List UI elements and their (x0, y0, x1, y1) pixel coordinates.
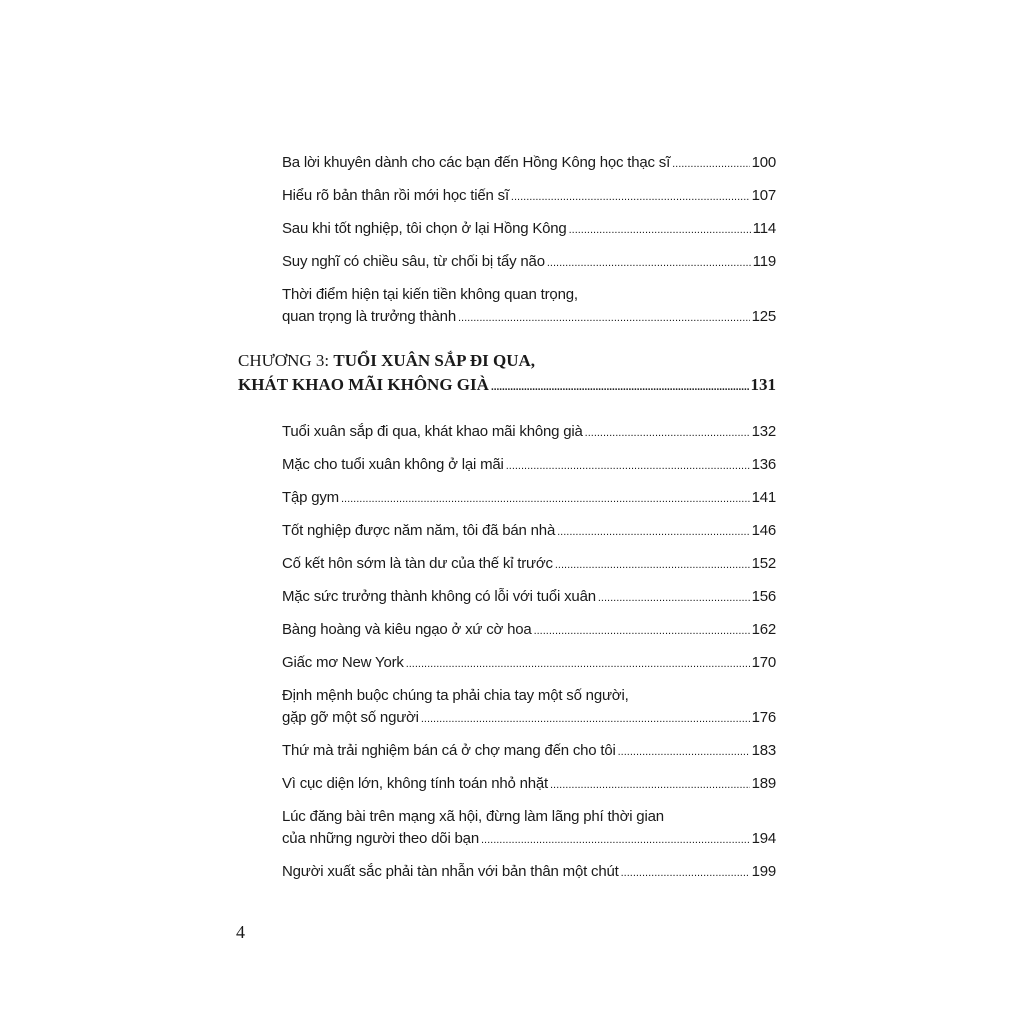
dot-leader (550, 773, 750, 796)
toc-entry-page: 107 (751, 187, 776, 204)
toc-entry-title-line2: của những người theo dõi bạn (282, 830, 479, 847)
dot-leader (341, 487, 750, 510)
dot-leader (569, 218, 751, 241)
toc-entry-page: 125 (751, 308, 776, 325)
toc-entry-title-line2: quan trọng là trưởng thành (282, 308, 456, 325)
toc-entry-page: 152 (751, 555, 776, 572)
toc-entry (282, 586, 776, 609)
toc-entry-page: 176 (751, 709, 776, 726)
dot-leader (506, 454, 750, 477)
toc-entry-title-line1: Thời điểm hiện tại kiến tiền không quan trọng, (282, 286, 578, 303)
dot-leader (421, 707, 750, 730)
dot-leader (557, 520, 749, 543)
toc-entry-page: 141 (751, 489, 776, 506)
dot-leader (458, 306, 750, 329)
toc-entry-page: 170 (751, 654, 776, 671)
toc-entry-title: Mặc sức trưởng thành không có lỗi với tuổi xuân (282, 588, 596, 605)
toc-entry-title: Thứ mà trải nghiệm bán cá ở chợ mang đến cho tôi (282, 742, 616, 759)
dot-leader (585, 421, 750, 444)
toc-entry (282, 740, 776, 763)
chapter-label: CHƯƠNG 3: (238, 351, 334, 370)
toc-entry-page: 162 (751, 621, 776, 638)
dot-leader (534, 619, 750, 642)
toc-entry-title: Hiểu rõ bản thân rồi mới học tiến sĩ (282, 187, 509, 204)
dot-leader (547, 251, 751, 274)
toc-entry (282, 553, 776, 576)
dot-leader (618, 740, 750, 763)
toc-entry-page: 119 (752, 253, 776, 270)
toc-entry-title: Người xuất sắc phải tàn nhẫn với bản thân một chút (282, 863, 619, 880)
toc-entry-page: 146 (751, 522, 776, 539)
dot-leader (621, 861, 750, 884)
toc-entry (282, 487, 776, 510)
toc-entry-title: Suy nghĩ có chiều sâu, từ chối bị tẩy não (282, 253, 545, 270)
toc-entry-page: 100 (751, 154, 776, 171)
toc-entry-page: 189 (751, 775, 776, 792)
toc-entry (282, 685, 776, 730)
page-folio: 4 (236, 922, 245, 942)
toc-entry-title: Sau khi tốt nghiệp, tôi chọn ở lại Hồng Kông (282, 220, 567, 237)
toc-entry-title: Tốt nghiệp được năm năm, tôi đã bán nhà (282, 522, 556, 539)
toc-entry-title: Cố kết hôn sớm là tàn dư của thế kỉ trước (282, 555, 553, 572)
toc-entry (282, 185, 776, 208)
toc-entry (282, 284, 776, 329)
toc-entry-title: Vì cục diện lớn, không tính toán nhỏ nhặt (282, 775, 548, 792)
toc-entry-page: 114 (752, 220, 776, 237)
toc-entry (282, 619, 776, 642)
toc-entry-title: Tập gym (282, 489, 339, 506)
dot-leader (598, 586, 750, 609)
toc-entry (282, 773, 776, 796)
toc-entry-title: Mặc cho tuổi xuân không ở lại mãi (282, 456, 504, 473)
dot-leader (555, 553, 750, 576)
toc-entry-page: 132 (751, 423, 776, 440)
toc-entry-title: Giấc mơ New York (282, 654, 404, 671)
chapter-title-line2: KHÁT KHAO MÃI KHÔNG GIÀ (238, 375, 489, 394)
chapter-title-line1: TUỔI XUÂN SẮP ĐI QUA, (333, 351, 536, 370)
toc-entry (282, 218, 776, 241)
toc-entry (282, 520, 776, 543)
toc-entry-title: Ba lời khuyên dành cho các bạn đến Hồng Kông học thạc sĩ (282, 154, 671, 171)
toc-entry-page: 199 (751, 863, 776, 880)
dot-leader (672, 152, 749, 175)
toc-entry-title: Tuổi xuân sắp đi qua, khát khao mãi không già (282, 423, 583, 440)
toc-entry-page: 136 (751, 456, 776, 473)
toc-entry (282, 251, 776, 274)
dot-leader (511, 185, 750, 208)
chapter-page: 131 (750, 375, 776, 394)
chapter-heading (238, 349, 776, 399)
toc-entry (282, 861, 776, 884)
toc-entry-page: 194 (751, 830, 776, 847)
table-of-contents (238, 152, 776, 894)
toc-entry (282, 806, 776, 851)
toc-entry (282, 421, 776, 444)
toc-entry-title-line1: Định mệnh buộc chúng ta phải chia tay một số người, (282, 687, 629, 704)
dot-leader (481, 828, 750, 851)
toc-entry-page: 183 (751, 742, 776, 759)
toc-entry (282, 454, 776, 477)
dot-leader (491, 373, 749, 399)
toc-entry-title-line1: Lúc đăng bài trên mạng xã hội, đừng làm lãng phí thời gian (282, 808, 664, 825)
toc-entry-title-line2: gặp gỡ một số người (282, 709, 419, 726)
toc-entry (282, 652, 776, 675)
toc-entry-title: Bàng hoàng và kiêu ngạo ở xứ cờ hoa (282, 621, 532, 638)
toc-entry-page: 156 (751, 588, 776, 605)
toc-entry (282, 152, 776, 175)
dot-leader (406, 652, 750, 675)
